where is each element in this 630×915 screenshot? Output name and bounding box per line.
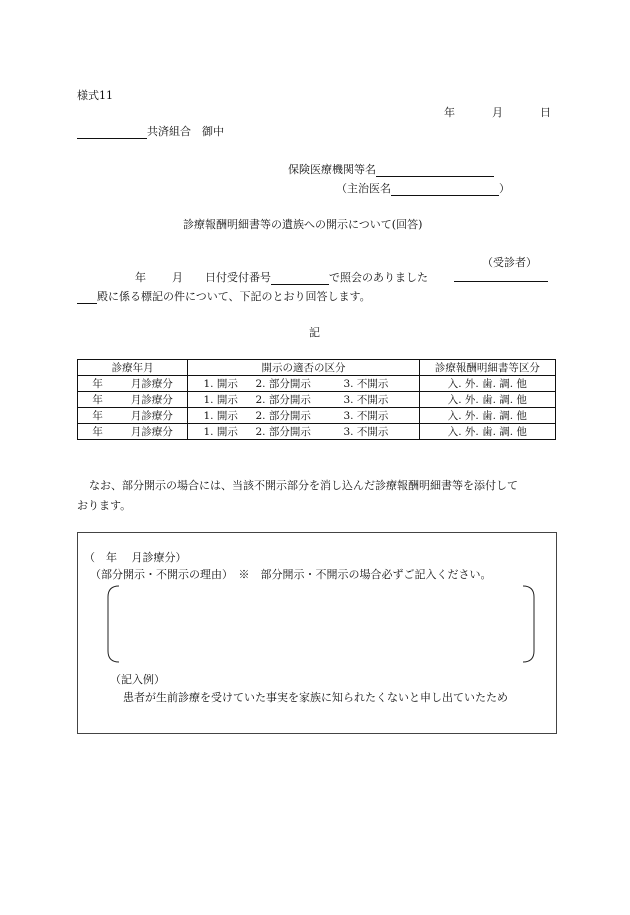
- header-period: 診療年月: [78, 360, 188, 376]
- table-row: [78, 408, 556, 424]
- option-partial[interactable]: 2. 部分開示: [255, 378, 311, 390]
- right-bracket-icon: [522, 585, 536, 663]
- table-row: [78, 424, 556, 440]
- note-line-1: なお、部分開示の場合には、当該不開示部分を消し込んだ診療報酬明細書等を添付して: [89, 479, 518, 492]
- period-cell[interactable]: 年 月診療分: [78, 408, 188, 424]
- doctor-name-blank[interactable]: [391, 183, 499, 196]
- subject-line: [77, 288, 371, 304]
- period-cell[interactable]: 年 月診療分: [78, 376, 188, 392]
- table-row: [78, 376, 556, 392]
- patient-name-blank[interactable]: [454, 269, 548, 282]
- document-type-cell[interactable]: 入. 外. 歯. 調. 他: [419, 376, 555, 392]
- disclosure-table: [77, 359, 556, 440]
- receipt-number-blank[interactable]: [271, 272, 329, 285]
- disclosure-options-cell: [188, 424, 419, 440]
- disclosure-options-cell: [188, 408, 419, 424]
- disclosure-options-cell: [188, 376, 419, 392]
- option-disclose[interactable]: 1. 開示: [203, 410, 238, 422]
- date-day-label: 日: [540, 106, 551, 119]
- form-number: 様式11: [77, 89, 113, 102]
- option-nondisclose[interactable]: 3. 不開示: [343, 394, 389, 406]
- note-line-2: おります。: [77, 499, 132, 512]
- inquiry-month-label: 月: [172, 271, 183, 284]
- doctor-label: （主治医名: [336, 182, 391, 195]
- header-disclosure: 開示の適否の区分: [188, 360, 419, 376]
- period-cell[interactable]: 年 月診療分: [78, 424, 188, 440]
- ki-heading: 記: [309, 326, 320, 339]
- example-text: 患者が生前診療を受けていた事実を家族に知られたくないと申し出ていたため: [123, 691, 508, 704]
- patient-name-blank-2[interactable]: [77, 291, 97, 304]
- receipt-number-label: 日付受付番号: [205, 271, 271, 284]
- reason-label: （部分開示・不開示の理由） ※ 部分開示・不開示の場合必ずご記入ください。: [90, 568, 492, 581]
- document-type-cell[interactable]: 入. 外. 歯. 調. 他: [419, 392, 555, 408]
- option-nondisclose[interactable]: 3. 不開示: [343, 378, 389, 390]
- document-type-cell[interactable]: 入. 外. 歯. 調. 他: [419, 424, 555, 440]
- institution-line: [288, 161, 494, 177]
- document-type-cell[interactable]: 入. 外. 歯. 調. 他: [419, 408, 555, 424]
- option-disclose[interactable]: 1. 開示: [203, 378, 238, 390]
- addressee-line: [77, 123, 224, 139]
- inquiry-line: [135, 269, 428, 285]
- option-nondisclose[interactable]: 3. 不開示: [343, 426, 389, 438]
- reason-entry-area[interactable]: [122, 588, 514, 660]
- date-year-label: 年: [444, 106, 455, 119]
- table-header-row: [78, 360, 556, 376]
- date-month-label: 月: [492, 106, 503, 119]
- example-label: （記入例）: [110, 673, 165, 686]
- option-partial[interactable]: 2. 部分開示: [255, 426, 311, 438]
- subject-text: 殿に係る標記の件について、下記のとおり回答します。: [97, 290, 371, 303]
- option-partial[interactable]: 2. 部分開示: [255, 410, 311, 422]
- inquiry-year-label: 年: [135, 271, 146, 284]
- recipient-tag: （受診者）: [482, 256, 537, 269]
- option-disclose[interactable]: 1. 開示: [203, 394, 238, 406]
- reason-period: （ 年 月診療分）: [84, 551, 187, 564]
- inquiry-text: で照会のありました: [329, 271, 428, 284]
- doctor-line: [336, 180, 510, 196]
- option-nondisclose[interactable]: 3. 不開示: [343, 410, 389, 422]
- honorific: 御中: [202, 125, 224, 138]
- table-row: [78, 392, 556, 408]
- document-title: 診療報酬明細書等の遺族への開示について(回答): [183, 218, 423, 231]
- institution-name-blank[interactable]: [376, 164, 494, 177]
- institution-label: 保険医療機関等名: [288, 163, 376, 176]
- period-cell[interactable]: 年 月診療分: [78, 392, 188, 408]
- option-disclose[interactable]: 1. 開示: [203, 426, 238, 438]
- doctor-close: ）: [499, 182, 510, 195]
- union-label: 共済組合: [147, 125, 191, 138]
- disclosure-options-cell: [188, 392, 419, 408]
- union-name-blank[interactable]: [77, 126, 147, 139]
- left-bracket-icon: [106, 585, 120, 663]
- option-partial[interactable]: 2. 部分開示: [255, 394, 311, 406]
- header-document-type: 診療報酬明細書等区分: [419, 360, 555, 376]
